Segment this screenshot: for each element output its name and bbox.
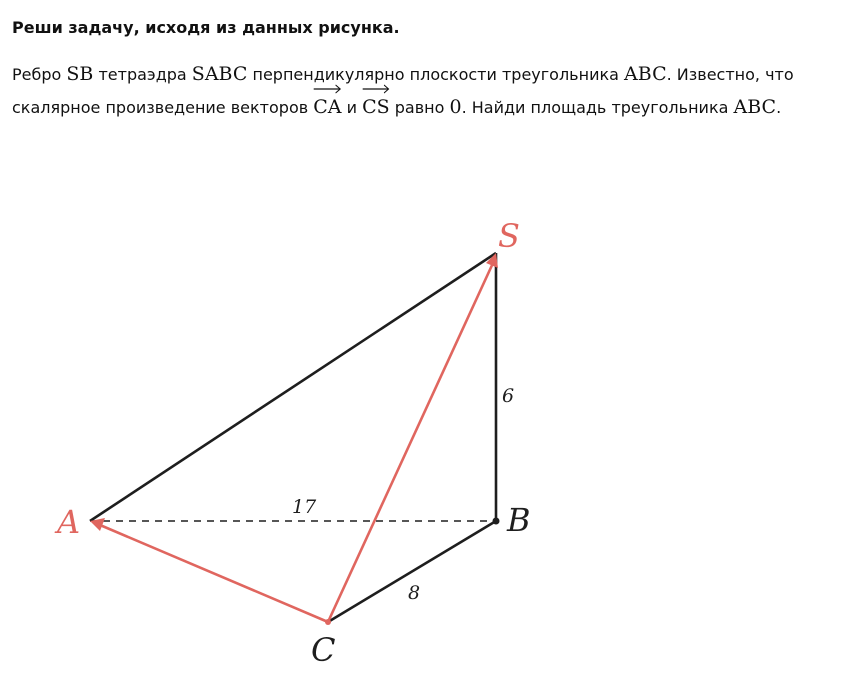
vector-ca-label: CA: [313, 96, 342, 118]
length-ab-label: 17: [292, 496, 317, 518]
text-fragment: .: [776, 98, 782, 117]
text-fragment: перпендикулярно плоскости треугольника: [247, 65, 625, 84]
length-bc-label: 8: [408, 582, 421, 604]
text-fragment: равно: [389, 98, 450, 117]
vertex-c-label: C: [311, 631, 336, 669]
vector-ca-line: [100, 525, 328, 622]
math-abc: ABC: [624, 63, 667, 85]
text-fragment: и: [341, 98, 363, 117]
vector-cs-line: [328, 263, 493, 622]
vertex-s-label: S: [498, 217, 520, 255]
math-zero: 0: [449, 96, 462, 118]
edge-bc: [328, 521, 496, 622]
text-fragment: Ребро: [12, 65, 67, 84]
math-sb: SB: [66, 63, 94, 85]
text-fragment: . Найди площадь треугольника: [461, 98, 734, 117]
length-sb-label: 6: [502, 385, 515, 407]
math-abc-2: ABC: [733, 96, 777, 118]
math-sabc: SABC: [191, 63, 248, 85]
vertex-b-point: [493, 518, 500, 525]
vector-cs-label: CS: [362, 96, 390, 118]
text-fragment: . Известно, что: [666, 65, 794, 84]
task-heading: Реши задачу, исходя из данных рисунка.: [12, 18, 400, 37]
vertex-a-label: A: [57, 503, 81, 541]
text-fragment: тетраэдра: [93, 65, 192, 84]
vertex-b-label: B: [507, 501, 531, 539]
text-fragment: скалярное произведение векторов: [12, 98, 314, 117]
vertex-c-point: [325, 619, 331, 625]
